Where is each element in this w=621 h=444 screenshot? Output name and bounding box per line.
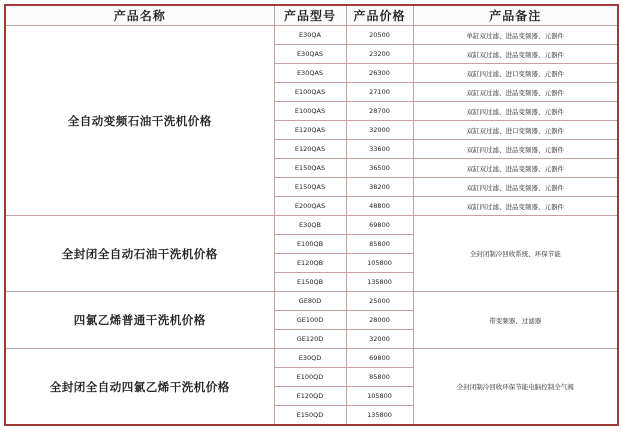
product-name-cell: 四氯乙烯普通干洗机价格 (5, 292, 274, 349)
model-cell: E200QAS (274, 197, 346, 216)
price-table-body (5, 26, 618, 426)
model-cell: E150QD (274, 406, 346, 426)
price-cell: 28000 (346, 311, 413, 330)
price-cell: 20500 (346, 26, 413, 45)
model-cell: E120QAS (274, 140, 346, 159)
header-product-name: 产品名称 (5, 5, 274, 26)
price-cell: 135800 (346, 273, 413, 292)
model-cell: GE100D (274, 311, 346, 330)
price-cell: 85800 (346, 235, 413, 254)
price-cell: 28700 (346, 102, 413, 121)
price-cell: 32000 (346, 330, 413, 349)
table-row (5, 26, 618, 45)
model-cell: E30QAS (274, 45, 346, 64)
note-cell: 全封闭制冷回收环保节能电脑控制全气阀 (413, 349, 618, 426)
model-cell: E120QB (274, 254, 346, 273)
note-cell: 双缸双过滤、进品变频器、元器件 (413, 83, 618, 102)
model-cell: E150QB (274, 273, 346, 292)
price-cell: 26300 (346, 64, 413, 83)
product-name-cell: 全自动变频石油干洗机价格 (5, 26, 274, 216)
table-row (5, 216, 618, 235)
price-cell: 32000 (346, 121, 413, 140)
model-cell: E30QD (274, 349, 346, 368)
price-cell: 85800 (346, 368, 413, 387)
price-cell: 38200 (346, 178, 413, 197)
price-table (4, 4, 619, 426)
price-cell: 48800 (346, 197, 413, 216)
note-cell: 双缸四过滤、进品变频器、元器件 (413, 140, 618, 159)
model-cell: E120QAS (274, 121, 346, 140)
price-cell: 69800 (346, 349, 413, 368)
price-cell: 25000 (346, 292, 413, 311)
product-name-cell: 全封闭全自动石油干洗机价格 (5, 216, 274, 292)
note-cell: 双缸四过滤、进品变频器、元器件 (413, 178, 618, 197)
header-product-price: 产品价格 (346, 5, 413, 26)
model-cell: E120QD (274, 387, 346, 406)
price-cell: 33600 (346, 140, 413, 159)
price-cell: 69800 (346, 216, 413, 235)
price-cell: 105800 (346, 254, 413, 273)
model-cell: E30QAS (274, 64, 346, 83)
price-cell: 23200 (346, 45, 413, 64)
model-cell: E100QAS (274, 102, 346, 121)
model-cell: E100QAS (274, 83, 346, 102)
note-cell: 双缸四过滤、进口变频器、元器件 (413, 64, 618, 83)
header-product-note: 产品备注 (413, 5, 618, 26)
header-product-model: 产品型号 (274, 5, 346, 26)
note-cell: 带变频器、过滤器 (413, 292, 618, 349)
price-cell: 27100 (346, 83, 413, 102)
model-cell: E100QB (274, 235, 346, 254)
model-cell: E100QD (274, 368, 346, 387)
price-cell: 105800 (346, 387, 413, 406)
price-table-container (4, 4, 619, 426)
note-cell: 双缸双过滤、进品变频器、元器件 (413, 159, 618, 178)
note-cell: 双缸双过滤、进品变频器、元器件 (413, 45, 618, 64)
table-row (5, 292, 618, 311)
header-row (5, 5, 618, 26)
model-cell: E30QB (274, 216, 346, 235)
price-cell: 36500 (346, 159, 413, 178)
note-cell: 单缸双过滤、进品变频器、元器件 (413, 26, 618, 45)
price-cell: 135800 (346, 406, 413, 426)
note-cell: 全封闭制冷回收系统、环保节能 (413, 216, 618, 292)
note-cell: 双缸四过滤、进品变频器、元器件 (413, 197, 618, 216)
model-cell: GE80D (274, 292, 346, 311)
model-cell: E30QA (274, 26, 346, 45)
product-name-cell: 全封闭全自动四氯乙烯干洗机价格 (5, 349, 274, 426)
model-cell: E150QAS (274, 159, 346, 178)
model-cell: E150QAS (274, 178, 346, 197)
model-cell: GE120D (274, 330, 346, 349)
note-cell: 双缸双过滤、进口变频器、元器件 (413, 121, 618, 140)
table-row (5, 349, 618, 368)
note-cell: 双缸四过滤、进品变频器、元器件 (413, 102, 618, 121)
